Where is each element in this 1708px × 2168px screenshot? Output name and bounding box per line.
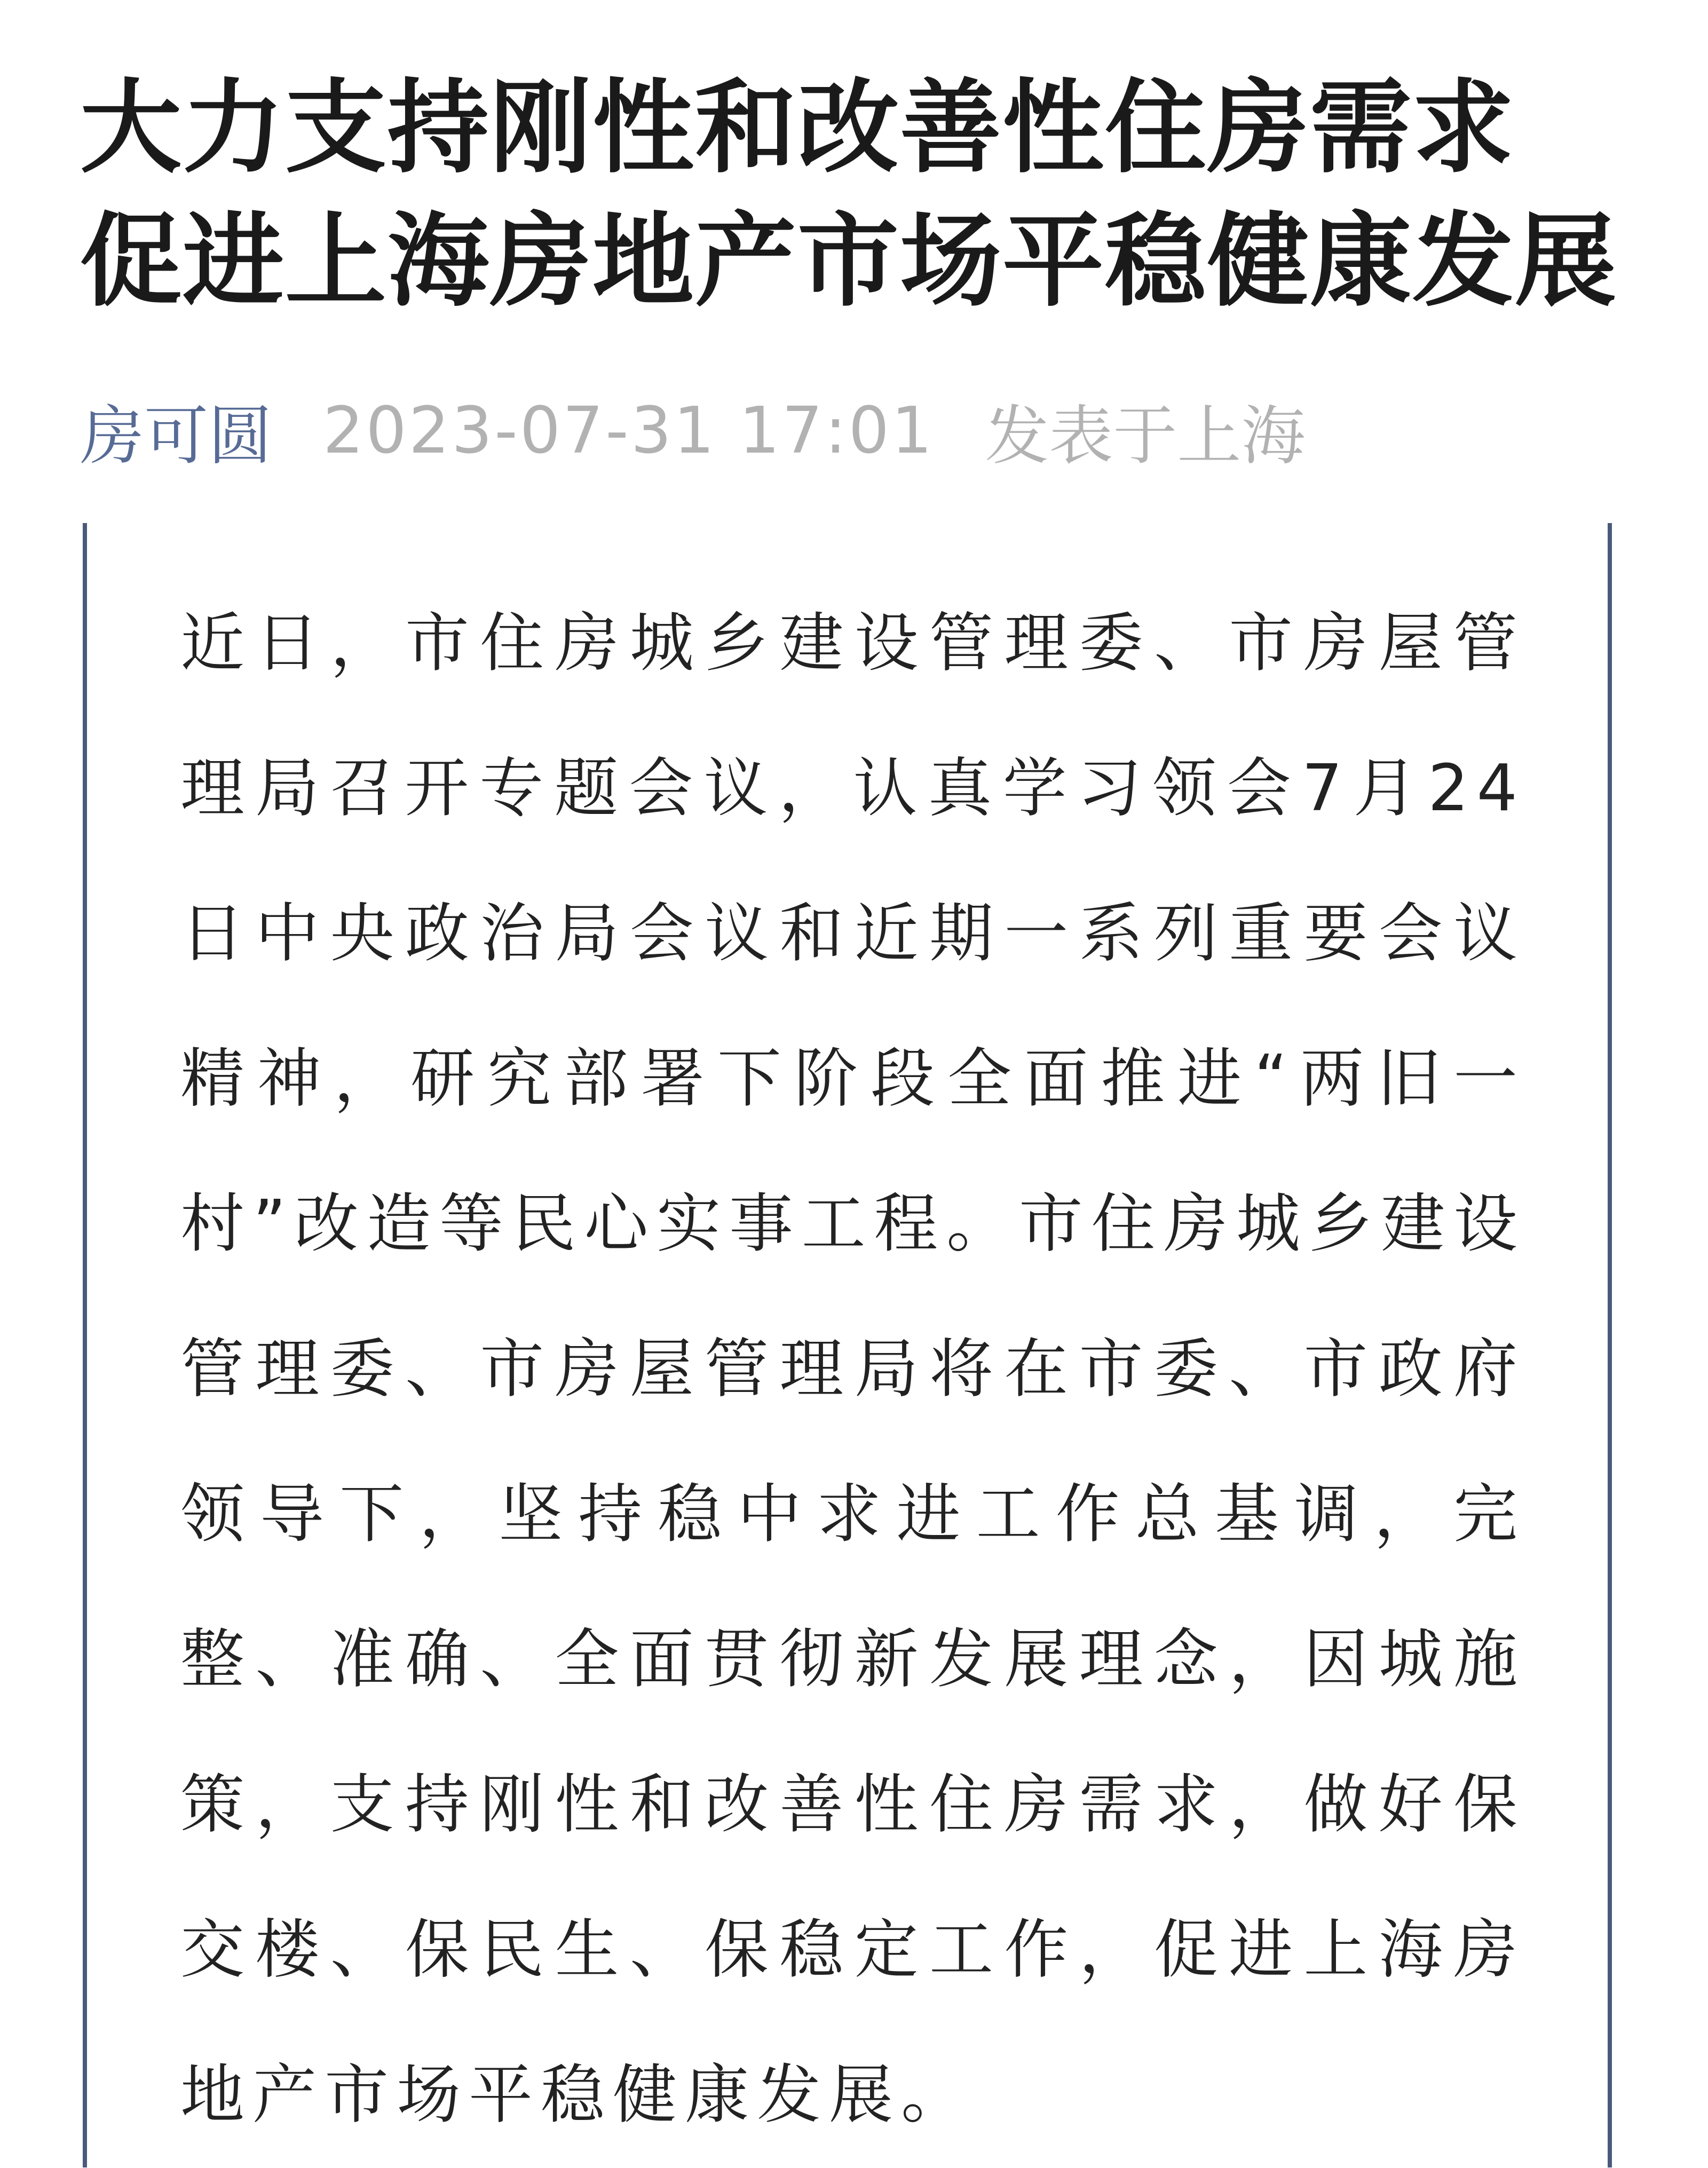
article-meta xyxy=(80,391,1305,471)
article-title: 大力支持刚性和改善性住房需求 促进上海房地产市场平稳健康发展 xyxy=(80,69,1618,320)
publish-location: 发表于上海 xyxy=(985,399,1306,473)
author-link[interactable]: 房可圆 xyxy=(80,399,272,473)
article-body-paragraph: 近日，市住房城乡建设管理委、市房屋管理局召开专题会议，认真学习领会7月24日中央政治局会议和近期一系列重要会议精神，研究部署下阶段全面推进“两旧一村”改造等民心实事工程。市住房城乡建设管理委、市房屋管理局将在市委、市政府领导下，坚持稳中求进工作总基调，完整、准确、全面贯彻新发展理念，因城施策，支持刚性和改善性住房需求，做好保交楼、保民生、保稳定工作，促进上海房地产市场平稳健康发展。 xyxy=(180,606,1525,2132)
publish-time: 2023-07-31 17:01 xyxy=(323,393,935,468)
article-body-section xyxy=(83,523,1612,2167)
